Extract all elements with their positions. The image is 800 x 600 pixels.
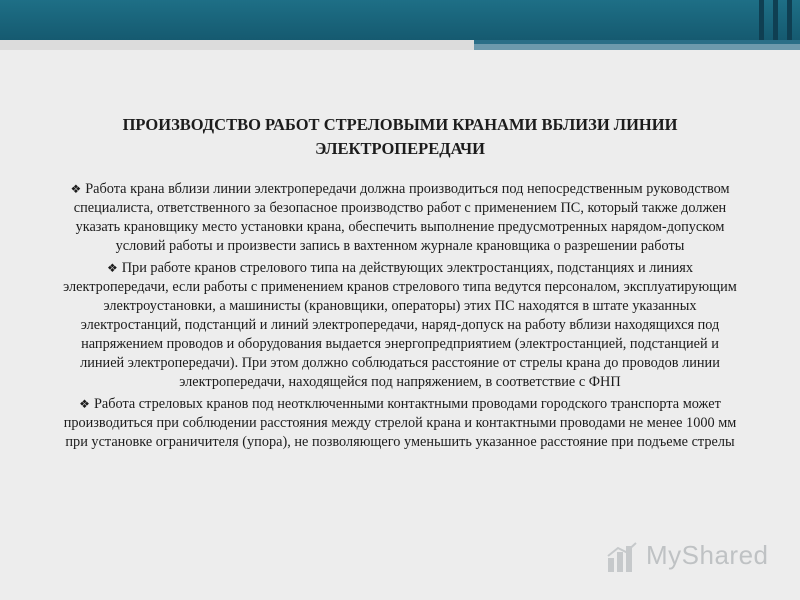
diamond-bullet-icon: ❖ xyxy=(79,397,90,411)
paragraph-text: При работе кранов стрелового типа на действующих электростанциях, подстанциях и линиях электропередачи, если работы с применением кранов стрелового типа ведутся персоналом, эксплуатирующим электроустановки, а машинисты (крановщики, операторы) этих ПС находятся в штате указанных электростанций, подстанций и линий электропередачи, наряд-допуск на работу вблизи находящихся под напряжением проводов и оборудования выдается энергопредприятием (электростанцией, подстанцией и линией электропередачи). При этом должно соблюдаться расстояние от стрелы крана до проводов линии электропередачи, находящейся под напряжением, в соответствие с ФНП xyxy=(63,260,737,390)
diamond-bullet-icon: ❖ xyxy=(106,261,118,275)
watermark-text: MyShared xyxy=(646,540,769,570)
header-bar xyxy=(0,0,800,40)
header-underline xyxy=(0,40,800,50)
paragraph xyxy=(60,259,740,392)
paragraph-text: Работа стреловых кранов под неотключенными контактными проводами городского транспорта может производиться при соблюдении расстояния между стрелой крана и контактными проводами не менее 1000 мм при установке ограничителя (упора), не позволяющего уменьшить указанное расстояние при подъеме стрелы xyxy=(63,396,737,450)
header-stripe xyxy=(787,0,792,40)
header-accent xyxy=(474,40,800,50)
header-stripe xyxy=(773,0,778,40)
header-stripe xyxy=(759,0,764,40)
paragraph xyxy=(60,395,740,452)
slide-title-line1: ПРОИЗВОДСТВО РАБОТ СТРЕЛОВЫМИ КРАНАМИ ВБЛИЗИ ЛИНИИ xyxy=(122,115,678,134)
slide-body xyxy=(60,180,740,455)
paragraph-text: Работа крана вблизи линии электропередачи должна производиться под непосредственным руководством специалиста, ответственного за безопасное производство работ с применением ПС, который также должен указать крановщику место установки крана, обеспечить выполнение предусмотренных нарядом-допуском условий работы и произвести запись в вахтенном журнале крановщика о разрешении работы xyxy=(73,181,730,254)
watermark xyxy=(606,538,776,578)
bar-chart-icon xyxy=(606,542,640,574)
slide-title-line2: ЭЛЕКТРОПЕРЕДАЧИ xyxy=(315,139,485,158)
slide-title xyxy=(40,113,760,161)
paragraph xyxy=(60,180,740,256)
diamond-bullet-icon: ❖ xyxy=(70,182,82,196)
